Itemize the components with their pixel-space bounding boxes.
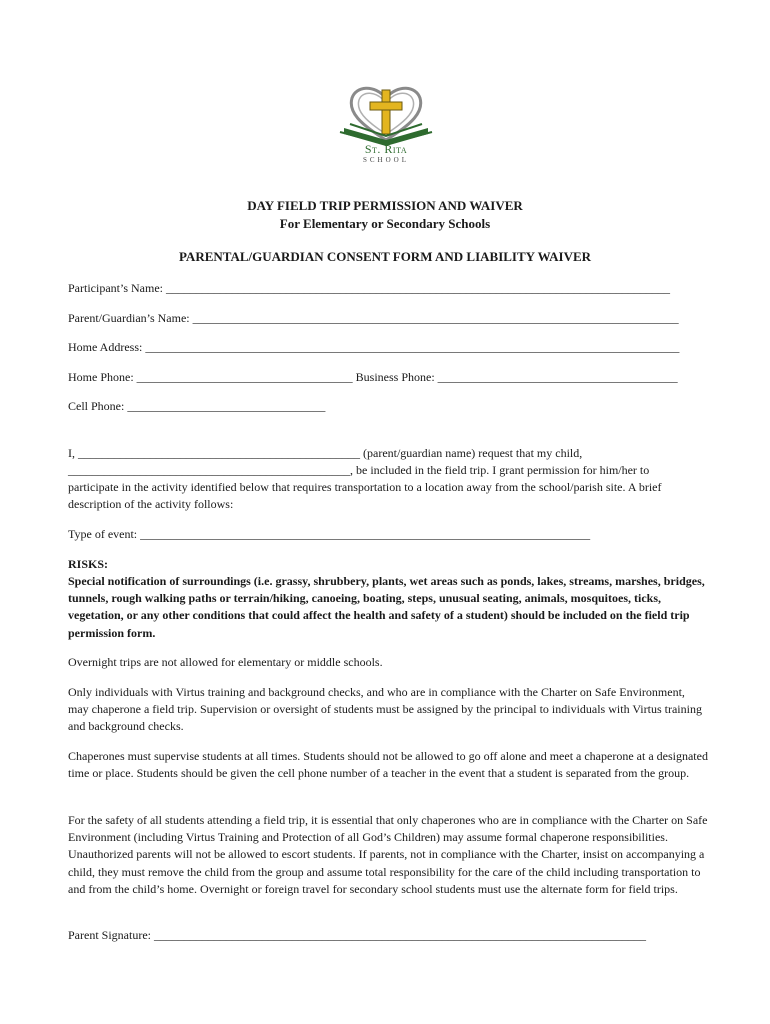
cell-phone-field[interactable]: Cell Phone: _________________________________ xyxy=(68,399,326,413)
overnight-paragraph: Overnight trips are not allowed for elementary or middle schools. xyxy=(68,655,383,669)
consent-line-4: description of the activity follows: xyxy=(68,497,234,511)
consent-line-1[interactable]: I, _______________________________________________ (parent/guardian name) request that my child, xyxy=(68,446,583,460)
chaperones-paragraph: Chaperones must supervise students at all times. Students should not be allowed to go off alone and meet a chaperone at a designated time or place. Students should be given the cell phone number of a teacher in the event that a student is separated from the group. xyxy=(68,749,708,781)
consent-line-2[interactable]: _______________________________________________, be included in the field trip. I grant permission for him/her to xyxy=(68,463,650,477)
consent-form-title: PARENTAL/GUARDIAN CONSENT FORM AND LIABILITY WAIVER xyxy=(178,249,592,264)
guardian-name-field[interactable]: Parent/Guardian’s Name: _________________________________________________________________________________ xyxy=(68,311,679,325)
home-address-field[interactable]: Home Address: _________________________________________________________________________________________ xyxy=(68,340,680,354)
virtus-paragraph: Only individuals with Virtus training and background checks, and who are in compliance with the Charter on Safe Environment, may chaperone a field trip. Supervision or oversight of students must be assigned by the principal to individuals with Virtus training and background checks. xyxy=(68,685,702,734)
form-title: DAY FIELD TRIP PERMISSION AND WAIVER xyxy=(247,198,523,213)
phone-fields[interactable]: Home Phone: ____________________________________ Business Phone: ________________________________________ xyxy=(68,370,678,384)
safety-paragraph: For the safety of all students attending a field trip, it is essential that only chaperones who are in compliance with the Charter on Safe Environment (including Virtus Training and Protection of all God’s Children) may assume formal chaperone responsibilities. Unauthorized parents will not be allowed to escort students. If parents, not in compliance with the Charter, insist on accompanying a child, they must remove the child from the group and assume total responsibility for the care of the child including transportation to and from the child’s home. Overnight or foreign travel for secondary school students must use the alternate form for field trips. xyxy=(68,813,708,896)
risks-heading: RISKS: xyxy=(68,557,109,571)
school-logo xyxy=(330,78,442,168)
participant-name-field[interactable]: Participant’s Name: ____________________________________________________________________________________ xyxy=(68,281,670,295)
logo-name: St. Rita xyxy=(364,142,408,156)
logo-school: SCHOOL xyxy=(362,156,409,164)
consent-line-3: participate in the activity identified below that requires transportation to a location away from the school/parish site. A brief xyxy=(68,480,662,494)
event-type-field[interactable]: Type of event: ___________________________________________________________________________ xyxy=(68,527,591,541)
risks-text: Special notification of surroundings (i.e. grassy, shrubbery, plants, wet areas such as ponds, lakes, streams, marshes, bridges, tunnels, rough walking paths or terrain/hiking, canoeing, boating, steps, unusual seating, animals, mosquitoes, ticks, vegetation, or any other conditions that could affect the health and safety of a student) should be included on the field trip permission form. xyxy=(68,574,705,640)
parent-signature-field[interactable]: Parent Signature: __________________________________________________________________________________ xyxy=(68,928,646,942)
form-subtitle: For Elementary or Secondary Schools xyxy=(279,216,491,231)
